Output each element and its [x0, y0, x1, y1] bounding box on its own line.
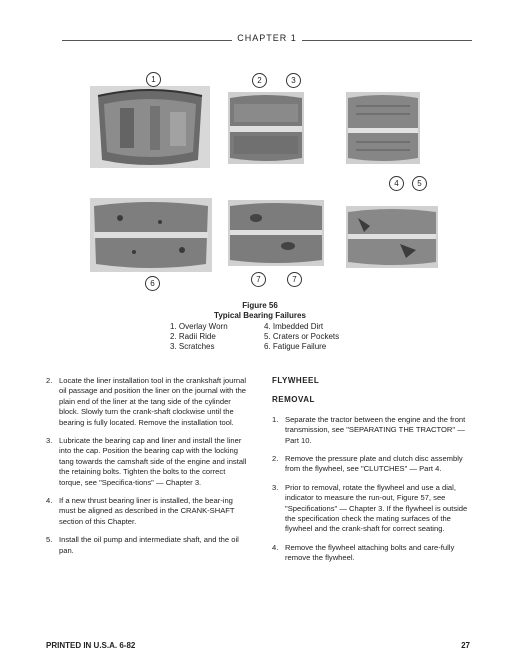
step-paragraph: [272, 454, 470, 475]
header-rule-left: [62, 40, 232, 41]
callout-2: 2: [252, 73, 267, 88]
left-column: [46, 376, 248, 564]
step-number: 5.: [46, 535, 53, 545]
bearing-photo-fatigue: [346, 206, 438, 268]
step-text: Install the oil pump and intermediate shaft, and the oil pan.: [59, 535, 239, 555]
step-text: Remove the pressure plate and clutch disc assembly from the flywheel, see "CLUTCHES" — Part 4.: [285, 454, 463, 474]
step-text: Remove the flywheel attaching bolts and care-fully remove the flywheel.: [285, 542, 455, 563]
step-paragraph: [46, 535, 248, 556]
bearing-photo-craters: [228, 200, 324, 266]
page-number: 27: [461, 641, 470, 650]
callout-1: 1: [146, 72, 161, 87]
legend-item: 5. Craters or Pockets: [264, 332, 340, 341]
chapter-title: CHAPTER 1: [237, 33, 297, 43]
step-paragraph: [272, 543, 470, 564]
chapter-header: [62, 33, 472, 47]
figure-number: Figure 56: [242, 301, 278, 310]
step-number: 3.: [272, 482, 279, 492]
step-number: 3.: [46, 436, 53, 446]
callout-4: 4: [389, 176, 404, 191]
legend-item: 2. Radii Ride: [170, 332, 216, 341]
step-number: 2.: [272, 454, 279, 464]
legend-item: 3. Scratches: [170, 342, 215, 351]
page-footer: [46, 641, 470, 650]
section-subheading: REMOVAL: [272, 395, 315, 405]
bearing-photo-scratches: [346, 92, 420, 164]
step-paragraph: [46, 496, 248, 527]
step-paragraph: [272, 483, 470, 535]
figure-legend: [150, 322, 370, 352]
step-text: Locate the liner installation tool in the crankshaft journal oil passage and position the liner on the journal with the plain end of the liner at the tang side of the cylinder block. Slowly turn the crank-shaft clockwise until the bearing is fully located. Remove the installation tool.: [59, 376, 247, 427]
bearing-photo-radii-ride: [228, 92, 304, 164]
figure-title: Typical Bearing Failures: [214, 311, 306, 320]
section-heading: FLYWHEEL: [272, 376, 320, 385]
step-paragraph: [272, 415, 470, 446]
bearing-photo-overlay-worn: [90, 86, 210, 168]
callout-6: 6: [145, 276, 160, 291]
right-column: [272, 376, 470, 572]
figure-caption: [150, 301, 370, 352]
callout-3: 3: [286, 73, 301, 88]
step-text: Lubricate the bearing cap and liner and install the liner into the cap. Position the bearing cap with the locking tang towards the camshaft side of the engine and install the retaining bolts. Tighten the bolts to the correct torque, see "Specifica-tions" — Chapter 3.: [59, 436, 247, 487]
callout-5: 5: [412, 176, 427, 191]
step-text: Separate the tractor between the engine and the front transmission, see "SEPARATING THE TRACTOR" — Part 10.: [285, 414, 466, 445]
bearing-photo-imbedded-dirt: [90, 198, 212, 272]
callout-8: 7: [287, 272, 302, 287]
printed-note: PRINTED IN U.S.A. 6-82: [46, 641, 136, 650]
step-number: 2.: [46, 376, 53, 385]
callout-7: 7: [251, 272, 266, 287]
legend-item: 4. Imbedded Dirt: [264, 322, 324, 331]
step-paragraph: [46, 436, 248, 488]
header-rule-right: [302, 40, 472, 41]
legend-item: 1. Overlay Worn: [170, 322, 228, 331]
step-text: Prior to removal, rotate the flywheel and use a dial, indicator to measure the run-out, Figure 57, see "Specifications" — Chapter 3. If the flywheel is outside the specification check the mating surfaces of the flywheel and the crank-shaft for correct seating.: [285, 482, 468, 534]
step-number: 1.: [272, 414, 279, 424]
legend-item: 6. Fatigue Failure: [264, 342, 327, 351]
step-number: 4.: [272, 542, 279, 552]
step-paragraph: [46, 376, 248, 428]
step-text: If a new thrust bearing liner is installed, the bear-ing must be aligned as described in the CRANK-SHAFT section of this Chapter.: [59, 496, 235, 526]
step-number: 4.: [46, 496, 53, 506]
